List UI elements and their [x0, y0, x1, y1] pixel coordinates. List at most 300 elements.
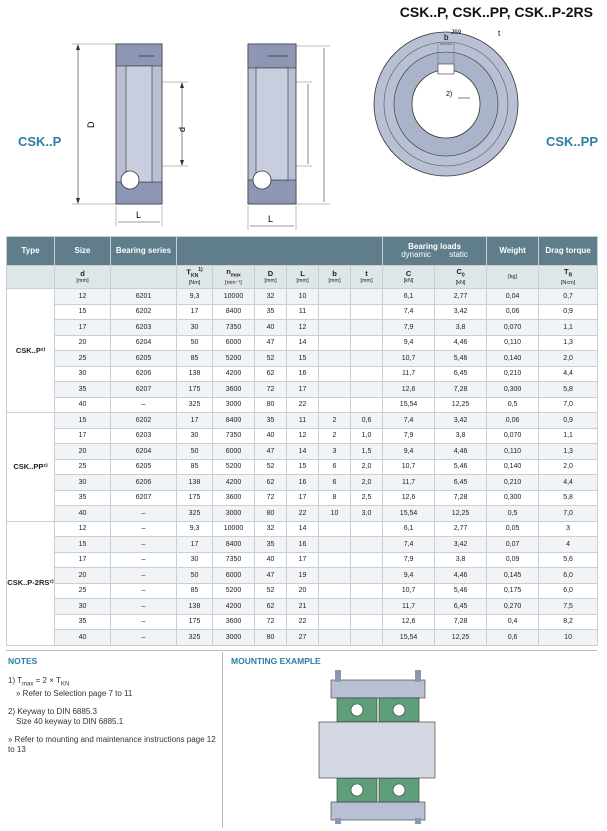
table-cell	[319, 382, 351, 398]
table-cell	[319, 583, 351, 599]
table-cell: 6,45	[435, 475, 487, 491]
table-cell: 17	[177, 537, 213, 553]
table-cell: 7350	[213, 320, 255, 336]
subheader-cell: t [mm]	[351, 266, 383, 289]
col-loads: Bearing loads dynamic static	[383, 237, 487, 266]
type-cell: CSK..PP²⁾	[7, 413, 55, 522]
table-cell: 2,0	[351, 459, 383, 475]
table-cell: 5,46	[435, 459, 487, 475]
subheader-cell: C [kN]	[383, 266, 435, 289]
table-cell	[319, 397, 351, 413]
table-cell: 20	[55, 335, 111, 351]
front-view-csk-pp	[374, 29, 518, 176]
table-cell: 1,1	[539, 428, 598, 444]
col-series: Bearing series	[111, 237, 177, 266]
table-cell: 16	[287, 537, 319, 553]
table-cell: 12,6	[383, 382, 435, 398]
table-cell: 7,0	[539, 506, 598, 522]
table-cell	[319, 289, 351, 305]
table-cell: 7,4	[383, 537, 435, 553]
table-cell: 80	[255, 397, 287, 413]
subheader-symbol: D	[267, 268, 274, 278]
table-cell: 7,4	[383, 304, 435, 320]
table-cell: 2,0	[351, 475, 383, 491]
table-cell: 2	[319, 413, 351, 429]
dim-d-label: d	[177, 126, 187, 132]
table-cell: 6,1	[383, 289, 435, 305]
spec-table-body	[7, 289, 598, 646]
section-csk-pp	[248, 44, 330, 230]
table-cell: 30	[55, 366, 111, 382]
subheader-symbol: C	[456, 267, 462, 276]
table-cell: 9,4	[383, 568, 435, 584]
table-cell: 0,300	[487, 490, 539, 506]
table-cell: 325	[177, 506, 213, 522]
table-cell	[319, 599, 351, 615]
table-cell: 0,5	[487, 397, 539, 413]
table-cell: 50	[177, 335, 213, 351]
label-csk-p: CSK..P	[18, 134, 62, 149]
table-cell: 9,4	[383, 444, 435, 460]
table-row	[7, 506, 598, 522]
dim-L-label: L	[136, 210, 142, 220]
table-cell: 50	[177, 444, 213, 460]
table-cell: 0,07	[487, 537, 539, 553]
table-cell: 72	[255, 614, 287, 630]
table-cell: 17	[177, 304, 213, 320]
table-cell: 4,46	[435, 444, 487, 460]
table-cell: 62	[255, 366, 287, 382]
subheader-symbol: C	[405, 268, 412, 278]
table-cell: 17	[287, 490, 319, 506]
table-cell: 32	[255, 289, 287, 305]
table-cell: 5200	[213, 583, 255, 599]
table-cell: 17	[287, 382, 319, 398]
table-cell: 0,070	[487, 428, 539, 444]
table-row	[7, 351, 598, 367]
table-cell: 10000	[213, 289, 255, 305]
table-row	[7, 614, 598, 630]
table-cell	[351, 537, 383, 553]
subheader-symbol: L	[300, 268, 305, 278]
table-cell: 175	[177, 382, 213, 398]
subheader-symbol: T	[563, 267, 569, 276]
table-cell: 9,3	[177, 289, 213, 305]
table-cell: 47	[255, 568, 287, 584]
table-cell	[351, 289, 383, 305]
table-cell: 3,42	[435, 413, 487, 429]
table-row	[7, 413, 598, 429]
table-cell: 6	[319, 475, 351, 491]
table-cell: 0,110	[487, 335, 539, 351]
table-cell: 3,42	[435, 537, 487, 553]
note-2: 2) Keyway to DIN 6885.3 Size 40 keyway to DIN 6885.1	[8, 707, 124, 727]
table-cell: 0,145	[487, 568, 539, 584]
table-cell: 10	[539, 630, 598, 646]
table-cell: 15,54	[383, 630, 435, 646]
table-cell: 0,06	[487, 413, 539, 429]
table-cell: 138	[177, 366, 213, 382]
table-cell: 30	[177, 552, 213, 568]
table-cell: 15,54	[383, 397, 435, 413]
table-cell	[319, 366, 351, 382]
table-row	[7, 320, 598, 336]
table-cell: 3	[319, 444, 351, 460]
table-cell: 6,0	[539, 568, 598, 584]
table-cell: 0,4	[487, 614, 539, 630]
table-cell	[319, 351, 351, 367]
table-cell: 5,6	[539, 552, 598, 568]
table-cell: 6201	[111, 289, 177, 305]
table-cell	[319, 320, 351, 336]
subheader-cell: $T_{KN}^{1)}$ [Nm]	[177, 266, 213, 289]
subheader-cell: d [mm]	[55, 266, 111, 289]
table-cell: 6,1	[383, 521, 435, 537]
table-cell: 17	[55, 552, 111, 568]
subheader-symbol: b	[332, 268, 337, 278]
table-cell	[351, 568, 383, 584]
table-cell: 12	[287, 320, 319, 336]
table-cell: 7,9	[383, 552, 435, 568]
table-cell: 325	[177, 630, 213, 646]
table-cell: 7350	[213, 428, 255, 444]
table-cell: 22	[287, 506, 319, 522]
table-cell: 6000	[213, 335, 255, 351]
table-cell: 85	[177, 459, 213, 475]
table-cell: 0,175	[487, 583, 539, 599]
table-cell: 6000	[213, 568, 255, 584]
table-cell: 85	[177, 583, 213, 599]
table-cell: –	[111, 397, 177, 413]
table-cell: 8	[319, 490, 351, 506]
table-cell: 0,9	[539, 413, 598, 429]
table-cell: 3600	[213, 614, 255, 630]
section-divider	[6, 650, 597, 651]
table-cell: 17	[177, 413, 213, 429]
table-cell: 6203	[111, 428, 177, 444]
table-cell: 7,28	[435, 490, 487, 506]
table-cell: 10,7	[383, 459, 435, 475]
table-cell: 22	[287, 397, 319, 413]
table-row	[7, 289, 598, 305]
table-cell: 0,05	[487, 521, 539, 537]
table-cell: 4,4	[539, 366, 598, 382]
table-cell: 6	[319, 459, 351, 475]
table-cell: 62	[255, 475, 287, 491]
table-cell: 15	[55, 537, 111, 553]
table-cell: 0,04	[487, 289, 539, 305]
subheader-row	[7, 266, 598, 289]
table-cell: 7,9	[383, 428, 435, 444]
table-cell: 11,7	[383, 599, 435, 615]
table-cell: 1,3	[539, 335, 598, 351]
table-cell: 138	[177, 475, 213, 491]
table-cell: 1,1	[539, 320, 598, 336]
table-cell: 12,25	[435, 506, 487, 522]
table-cell: 6204	[111, 335, 177, 351]
type-cell: CSK..P²⁾	[7, 289, 55, 413]
table-cell: 5,8	[539, 490, 598, 506]
table-cell	[319, 537, 351, 553]
table-cell: 62	[255, 599, 287, 615]
table-cell: 8400	[213, 413, 255, 429]
table-cell: 3,0	[351, 506, 383, 522]
table-cell: –	[111, 630, 177, 646]
table-cell: 11	[287, 304, 319, 320]
table-cell: 32	[255, 521, 287, 537]
table-cell: 6204	[111, 444, 177, 460]
table-cell: 4200	[213, 475, 255, 491]
table-row	[7, 552, 598, 568]
table-cell	[319, 521, 351, 537]
col-weight: Weight	[487, 237, 539, 266]
table-cell: 40	[55, 506, 111, 522]
notes-section	[8, 656, 218, 763]
table-cell: 0,06	[487, 304, 539, 320]
table-cell: 0,210	[487, 366, 539, 382]
table-cell: 25	[55, 583, 111, 599]
subheader-cell: $C_0$ [kN]	[435, 266, 487, 289]
table-cell: 6202	[111, 304, 177, 320]
table-cell: 25	[55, 459, 111, 475]
table-cell: 12,25	[435, 630, 487, 646]
table-cell: 4,46	[435, 335, 487, 351]
table-cell: 40	[255, 428, 287, 444]
table-cell: 1,5	[351, 444, 383, 460]
table-row	[7, 397, 598, 413]
table-cell: 3000	[213, 630, 255, 646]
table-cell: 3000	[213, 506, 255, 522]
table-cell	[319, 304, 351, 320]
table-cell: 3,8	[435, 428, 487, 444]
table-cell: 11,7	[383, 366, 435, 382]
table-cell: 2,0	[539, 459, 598, 475]
subheader-symbol: T	[186, 267, 191, 277]
page-title: CSK..P, CSK..PP, CSK..P-2RS	[399, 4, 593, 20]
dim-t-label: t	[498, 29, 501, 38]
table-cell: 7,9	[383, 320, 435, 336]
section-csk-p	[72, 44, 188, 226]
table-cell: 6207	[111, 382, 177, 398]
table-cell: 40	[55, 397, 111, 413]
table-cell	[351, 335, 383, 351]
mounting-drawing	[223, 666, 603, 826]
table-row	[7, 599, 598, 615]
table-row	[7, 366, 598, 382]
table-row	[7, 537, 598, 553]
table-cell: 21	[287, 599, 319, 615]
note-1: 1) $T_{max} = 2 \times T_{KN}$ » Refer to Selection page 7 to 11	[8, 676, 133, 699]
subheader-cell: D [mm]	[255, 266, 287, 289]
table-cell: 0,6	[487, 630, 539, 646]
table-cell: 8400	[213, 537, 255, 553]
table-row	[7, 444, 598, 460]
table-cell: 4200	[213, 366, 255, 382]
label-csk-pp: CSK..PP	[546, 134, 599, 149]
table-cell: 3600	[213, 490, 255, 506]
table-cell: 2,0	[539, 351, 598, 367]
table-cell: 80	[255, 506, 287, 522]
table-cell: 16	[287, 366, 319, 382]
subheader-symbol: n	[226, 267, 231, 276]
table-cell: 6,45	[435, 366, 487, 382]
table-cell	[351, 382, 383, 398]
table-cell: 175	[177, 614, 213, 630]
table-cell	[351, 351, 383, 367]
table-cell: 6205	[111, 351, 177, 367]
table-cell: 6,0	[539, 583, 598, 599]
table-cell: 0,140	[487, 459, 539, 475]
subheader-cell: $T_R$ [Ncm]	[539, 266, 598, 289]
table-cell: 10,7	[383, 351, 435, 367]
table-cell	[351, 304, 383, 320]
spec-table	[6, 236, 598, 646]
subheader-cell: [kg]	[487, 266, 539, 289]
table-cell	[319, 335, 351, 351]
table-cell: 0,270	[487, 599, 539, 615]
table-cell: 52	[255, 459, 287, 475]
table-cell	[351, 630, 383, 646]
table-cell	[351, 583, 383, 599]
table-cell: 3,8	[435, 552, 487, 568]
table-cell: 40	[255, 552, 287, 568]
table-cell: 5,8	[539, 382, 598, 398]
subheader-series	[111, 266, 177, 289]
table-cell: 0,9	[539, 304, 598, 320]
table-cell: 6205	[111, 459, 177, 475]
table-cell: 0,300	[487, 382, 539, 398]
table-cell: 14	[287, 521, 319, 537]
table-cell: 8400	[213, 304, 255, 320]
type-cell: CSK..P-2RS²⁾	[7, 521, 55, 645]
table-cell: –	[111, 583, 177, 599]
table-cell	[351, 397, 383, 413]
table-cell: 15	[287, 459, 319, 475]
table-cell: 3600	[213, 382, 255, 398]
table-cell	[319, 630, 351, 646]
table-cell: 35	[255, 413, 287, 429]
subheader-symbol: t	[365, 268, 368, 278]
table-cell: 6202	[111, 413, 177, 429]
table-cell: 15,54	[383, 506, 435, 522]
table-cell: 7,4	[383, 413, 435, 429]
table-cell: 2	[319, 428, 351, 444]
table-cell: 4	[539, 537, 598, 553]
table-cell: 0,110	[487, 444, 539, 460]
table-row	[7, 521, 598, 537]
table-cell	[351, 599, 383, 615]
table-cell: 17	[287, 552, 319, 568]
table-cell	[351, 366, 383, 382]
table-cell: 30	[177, 428, 213, 444]
table-cell: 8,2	[539, 614, 598, 630]
table-cell: 7,28	[435, 614, 487, 630]
table-cell: 15	[55, 413, 111, 429]
table-cell: 3000	[213, 397, 255, 413]
table-cell: 85	[177, 351, 213, 367]
table-cell: 6206	[111, 366, 177, 382]
table-cell: 6000	[213, 444, 255, 460]
table-cell: 325	[177, 397, 213, 413]
table-cell: 0,5	[487, 506, 539, 522]
table-cell: 27	[287, 630, 319, 646]
table-cell	[319, 552, 351, 568]
table-cell: 0,7	[539, 289, 598, 305]
table-cell: 10,7	[383, 583, 435, 599]
table-cell: 25	[55, 351, 111, 367]
table-cell	[319, 568, 351, 584]
table-cell: 20	[55, 444, 111, 460]
table-cell: 2,77	[435, 521, 487, 537]
table-cell: 6207	[111, 490, 177, 506]
table-row	[7, 583, 598, 599]
table-row	[7, 475, 598, 491]
table-cell: 35	[55, 490, 111, 506]
table-cell: 4200	[213, 599, 255, 615]
table-cell: 0,210	[487, 475, 539, 491]
table-cell: 40	[55, 630, 111, 646]
table-cell: 16	[287, 475, 319, 491]
col-drag: Drag torque	[539, 237, 598, 266]
table-cell: 4,4	[539, 475, 598, 491]
mounting-example	[222, 652, 603, 828]
table-cell: 0,09	[487, 552, 539, 568]
table-cell: 7,5	[539, 599, 598, 615]
table-cell: 20	[55, 568, 111, 584]
table-cell: 0,070	[487, 320, 539, 336]
table-cell: 17	[55, 428, 111, 444]
col-type: Type	[7, 237, 55, 266]
table-cell: 14	[287, 335, 319, 351]
table-cell: 0,140	[487, 351, 539, 367]
subheader-cell: L [mm]	[287, 266, 319, 289]
col-size: Size	[55, 237, 111, 266]
table-cell: 3	[539, 521, 598, 537]
table-cell: –	[111, 568, 177, 584]
table-cell: 1,3	[539, 444, 598, 460]
dim-b-sup: JS9	[451, 30, 462, 36]
table-cell: 47	[255, 444, 287, 460]
table-cell: 30	[55, 599, 111, 615]
table-cell: 2,5	[351, 490, 383, 506]
table-cell: 47	[255, 335, 287, 351]
table-cell: 12	[287, 428, 319, 444]
table-cell: 12	[55, 289, 111, 305]
table-cell: 10000	[213, 521, 255, 537]
table-cell: 12	[55, 521, 111, 537]
table-cell: 35	[255, 304, 287, 320]
table-cell: 10	[319, 506, 351, 522]
subheader-symbol: d	[80, 268, 85, 278]
dim-b-label: b	[444, 33, 449, 42]
table-cell: 10	[287, 289, 319, 305]
table-row	[7, 490, 598, 506]
table-row	[7, 304, 598, 320]
table-cell: 19	[287, 568, 319, 584]
table-cell: 12,6	[383, 614, 435, 630]
table-cell: –	[111, 552, 177, 568]
table-row	[7, 630, 598, 646]
table-cell: –	[111, 599, 177, 615]
table-cell: 7,0	[539, 397, 598, 413]
subheader-cell: $n_{max}$ [min⁻¹]	[213, 266, 255, 289]
table-cell: 7,28	[435, 382, 487, 398]
table-cell: 6206	[111, 475, 177, 491]
table-cell: –	[111, 506, 177, 522]
table-row	[7, 335, 598, 351]
table-cell	[319, 614, 351, 630]
table-cell: 5,46	[435, 351, 487, 367]
